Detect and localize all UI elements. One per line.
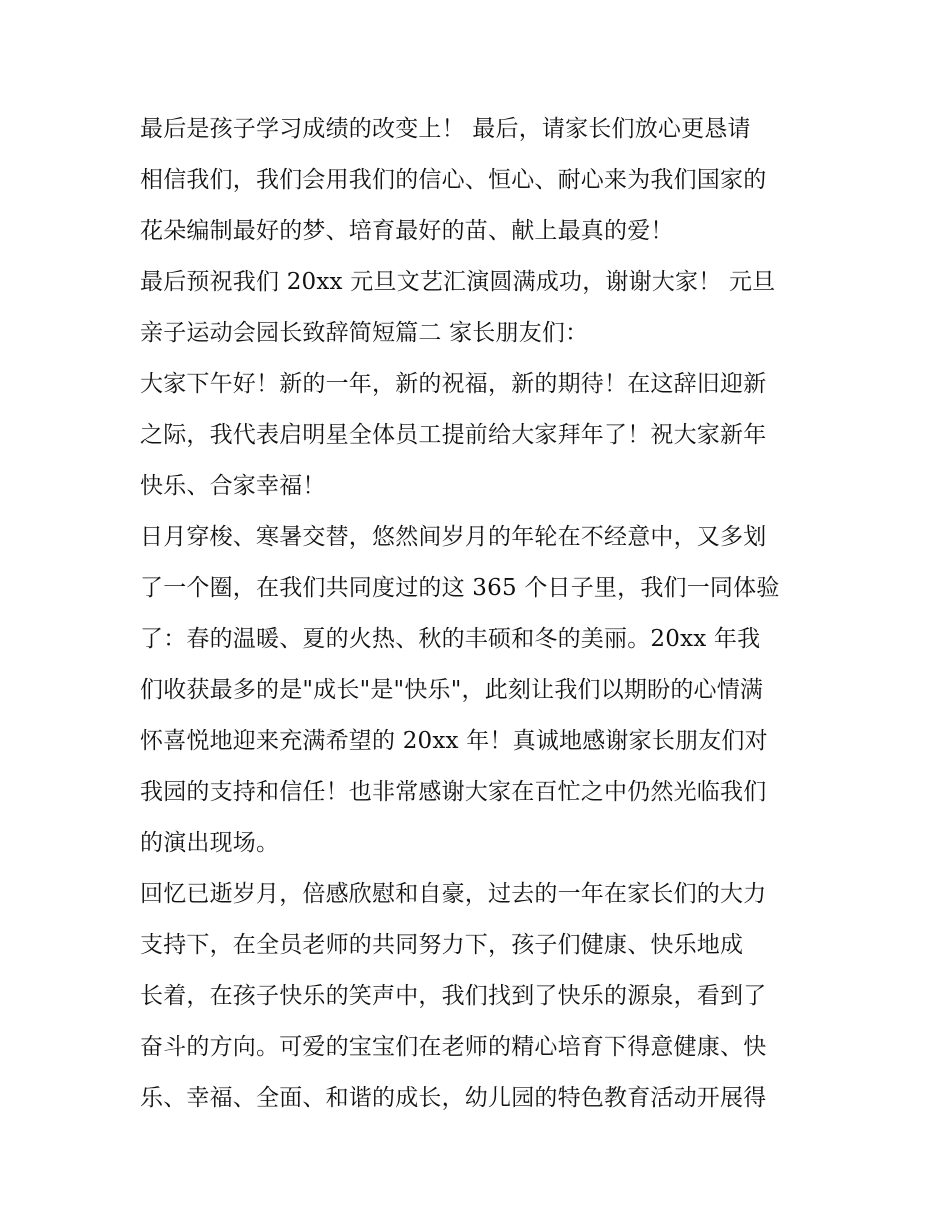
text-line: 之际，我代表启明星全体员工提前给大家拜年了！祝大家新年 [140,422,767,448]
text-line: 花朵编制最好的梦、培育最好的苗、献上最真的爱！ [140,218,674,244]
text-line: 最后是孩子学习成绩的改变上！ 最后，请家长们放心更恳请 [140,116,751,142]
text-line: 日月穿梭、寒暑交替，悠然间岁月的年轮在不经意中，又多划 [140,524,767,550]
text-line: 奋斗的方向。可爱的宝宝们在老师的精心培育下得意健康、快 [140,1034,767,1060]
text-line: 了一个圈，在我们共同度过的这 365 个日子里，我们一同体验 [140,575,780,601]
text-line: 怀喜悦地迎来充满希望的 20xx 年！真诚地感谢家长朋友们对 [140,728,768,754]
text-line: 最后预祝我们 20xx 元旦文艺汇演圆满成功，谢谢大家！ 元旦 [140,269,776,295]
text-line: 相信我们，我们会用我们的信心、恒心、耐心来为我们国家的 [140,167,767,193]
text-line: 的演出现场。 [140,830,280,856]
text-line: 了：春的温暖、夏的火热、秋的丰硕和冬的美丽。20xx 年我 [140,626,761,652]
text-line: 们收获最多的是"成长"是"快乐"，此刻让我们以期盼的心情满 [140,677,764,703]
text-line: 支持下，在全员老师的共同努力下，孩子们健康、快乐地成 [140,932,744,958]
text-line: 亲子运动会园长致辞简短篇二 家长朋友们： [140,320,589,346]
text-line: 快乐、合家幸福！ [140,473,326,499]
text-line: 大家下午好！新的一年，新的祝福，新的期待！在这辞旧迎新 [140,371,767,397]
body-text [140,104,820,1124]
text-line: 回忆已逝岁月，倍感欣慰和自豪，过去的一年在家长们的大力 [140,881,767,907]
text-line: 长着，在孩子快乐的笑声中，我们找到了快乐的源泉，看到了 [140,983,767,1009]
text-line: 乐、幸福、全面、和谐的成长，幼儿园的特色教育活动开展得 [140,1085,767,1111]
text-line: 我园的支持和信任！也非常感谢大家在百忙之中仍然光临我们 [140,779,767,805]
